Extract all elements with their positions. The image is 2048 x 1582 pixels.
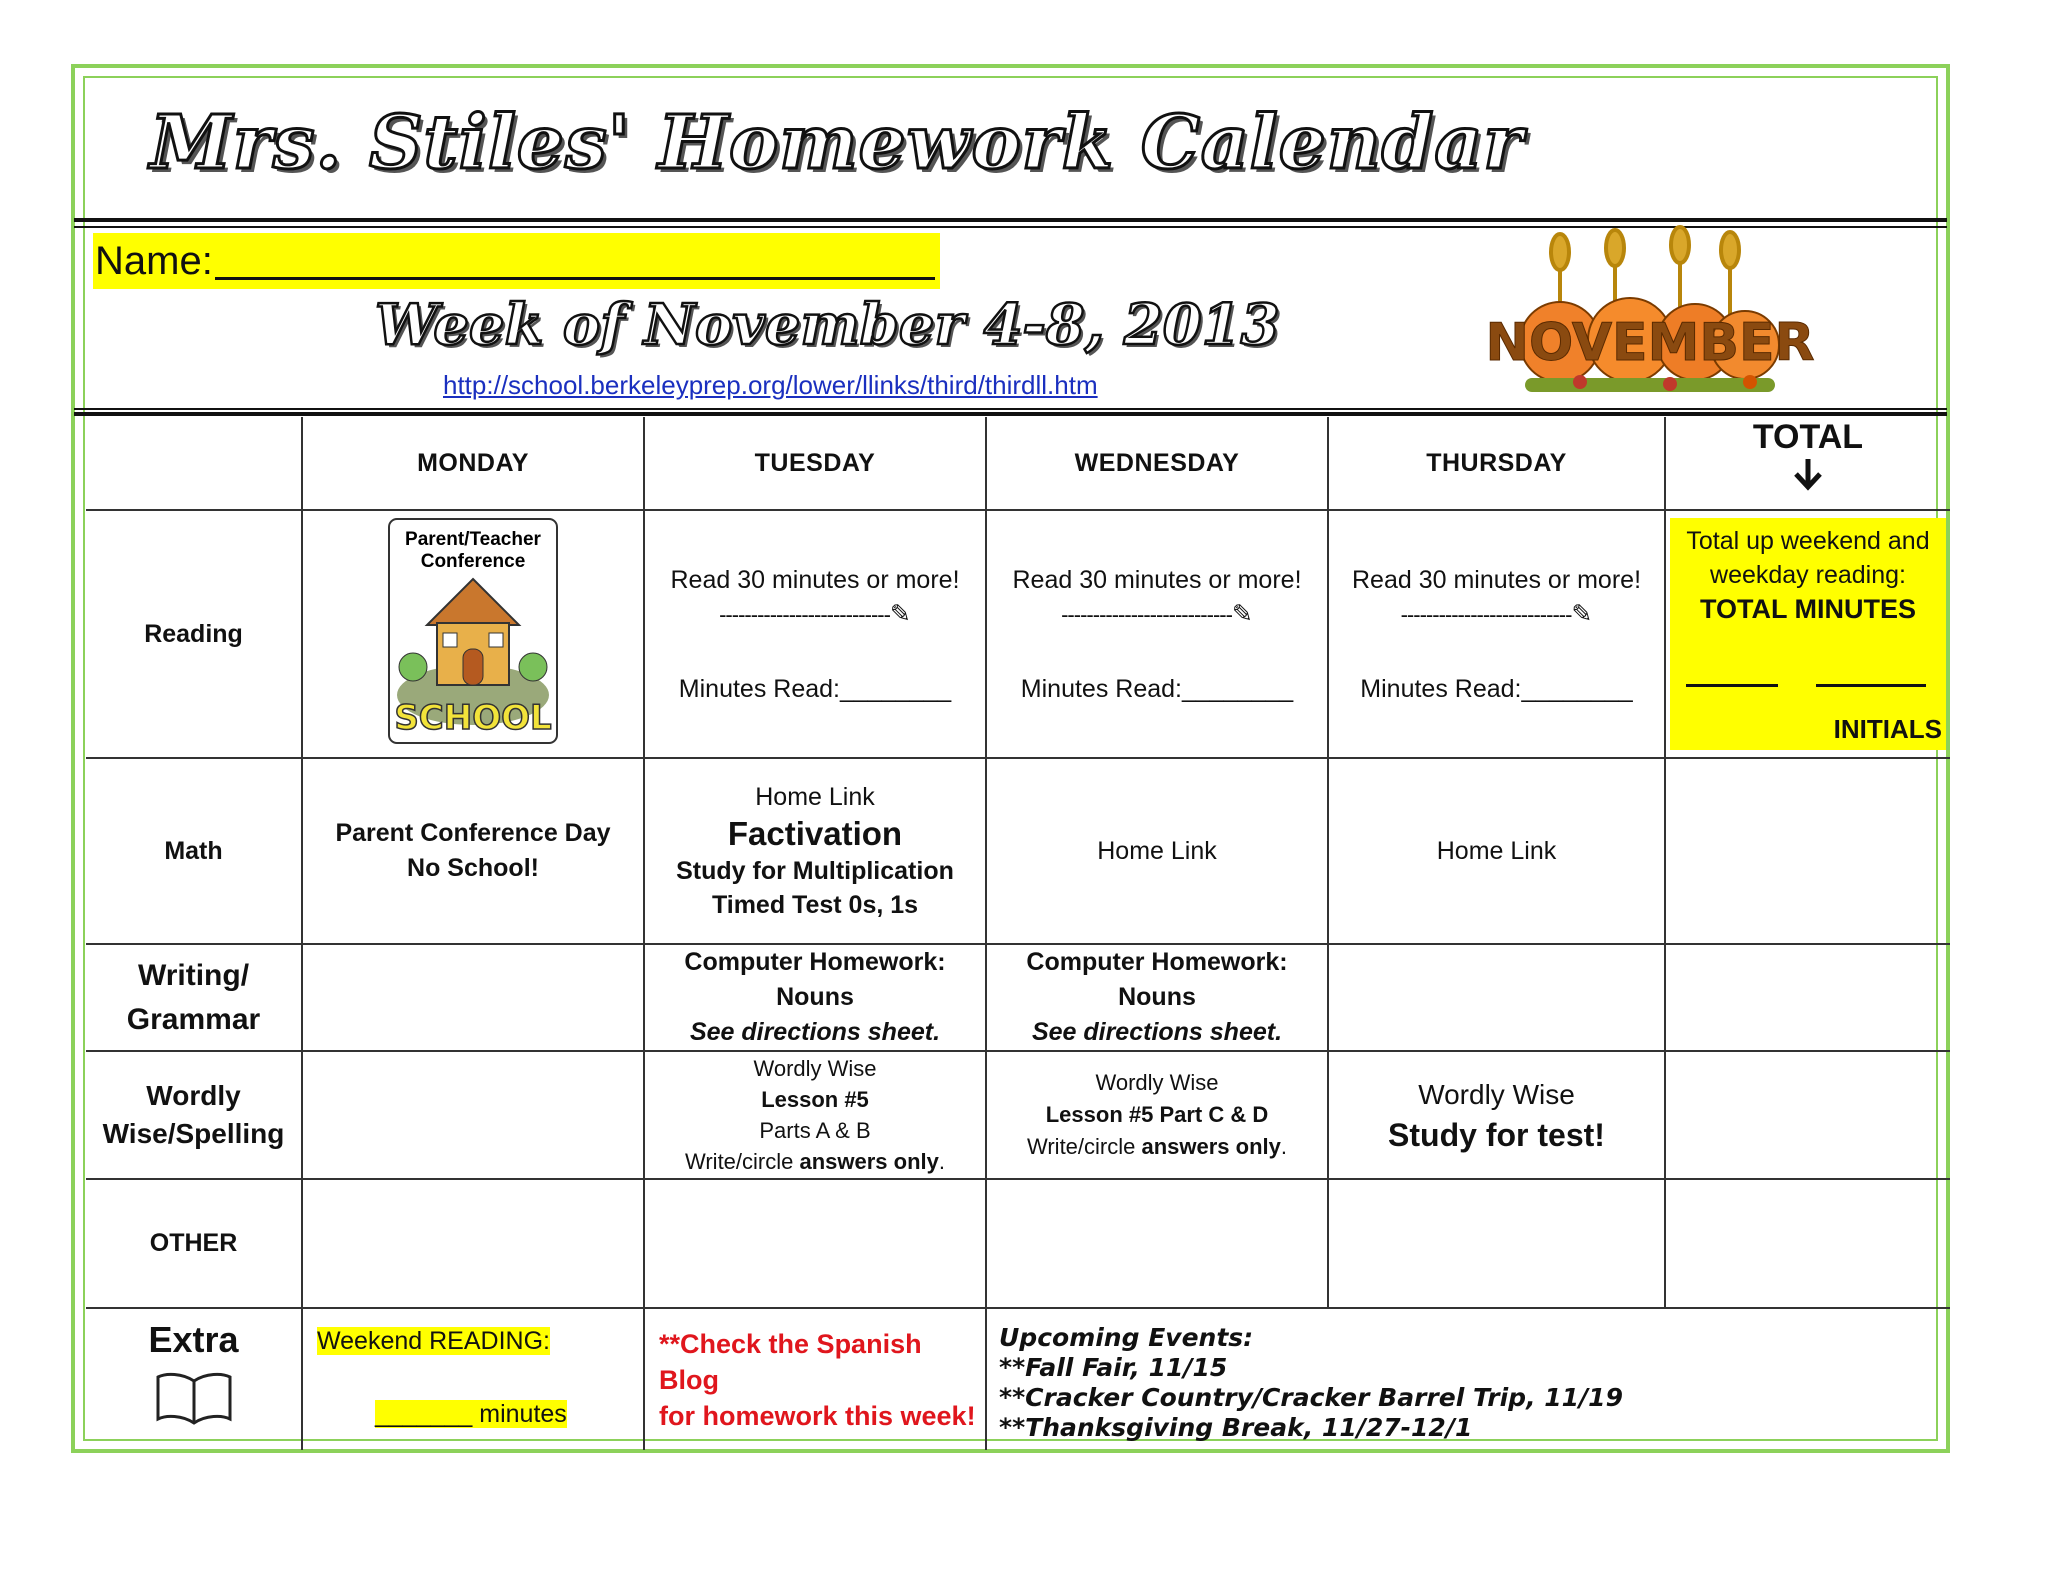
- minutes-blank: _______: [375, 1400, 473, 1428]
- dash-line: ---------------------------: [719, 601, 890, 627]
- total-minutes-box: [1670, 518, 1946, 750]
- writing-monday: [302, 944, 644, 1051]
- page-title: Mrs. Stiles' Homework Calendar: [150, 100, 1524, 186]
- subject-math: Math: [86, 758, 302, 944]
- november-pumpkins-clipart: [1485, 230, 1815, 395]
- math-tuesday-line1: Home Link: [755, 783, 875, 811]
- dash-line: ---------------------------: [1400, 601, 1572, 627]
- minutes-read-field[interactable]: Minutes Read:________: [678, 674, 952, 703]
- math-row: [86, 758, 1950, 944]
- header-divider-bottom-thin: [74, 408, 1947, 410]
- writing-line1: Computer Homework:: [1026, 948, 1288, 976]
- event-item: **Cracker Country/Cracker Barrel Trip, 11/19: [999, 1383, 1623, 1412]
- reading-row: [86, 510, 1950, 758]
- writing-row: [86, 944, 1950, 1051]
- wordly-tuesday-line1: Wordly Wise: [753, 1056, 877, 1081]
- day-header-row: [86, 417, 1950, 510]
- subject-writing-line2: Grammar: [126, 1002, 261, 1036]
- subject-writing-line1: Writing/: [137, 958, 250, 992]
- header-divider-top: [74, 218, 1947, 222]
- reading-monday: [302, 510, 644, 758]
- writing-line2: Nouns: [1118, 983, 1196, 1011]
- wordly-monday: [302, 1051, 644, 1179]
- corner-cell: [86, 417, 302, 510]
- pencil-icon: ✎: [889, 599, 911, 628]
- math-thursday: Home Link: [1328, 758, 1665, 944]
- read-instruction: Read 30 minutes or more!: [1012, 565, 1302, 594]
- parent-teacher-conference-clipart: [387, 517, 559, 745]
- total-minutes-label: TOTAL MINUTES: [1700, 594, 1916, 624]
- spanish-blog-notice-line1: **Check the Spanish Blog: [659, 1328, 922, 1395]
- day-header-wednesday: WEDNESDAY: [986, 417, 1328, 510]
- reading-total: [1665, 510, 1950, 758]
- writing-tuesday: [644, 944, 986, 1051]
- class-website-link[interactable]: http://school.berkeleyprep.org/lower/llinks/third/thirdll.htm: [443, 370, 1098, 400]
- wordly-thursday-line2: Study for test!: [1388, 1117, 1605, 1153]
- wordly-wednesday-line3a: Write/circle: [1026, 1134, 1142, 1159]
- wordly-wednesday-line3c: .: [1280, 1134, 1287, 1159]
- math-tuesday-line2: Factivation: [727, 815, 903, 852]
- other-wednesday: [986, 1179, 1328, 1308]
- writing-line3: See directions sheet.: [1031, 1018, 1283, 1046]
- header-divider-top-thin: [74, 226, 1947, 228]
- wordly-tuesday: [644, 1051, 986, 1179]
- wordly-tuesday-line3: Parts A & B: [759, 1118, 871, 1143]
- read-instruction: Read 30 minutes or more!: [1351, 565, 1642, 594]
- minutes-label: minutes: [472, 1400, 567, 1428]
- total-header: [1665, 417, 1950, 510]
- writing-thursday: [1328, 944, 1665, 1051]
- wordly-wednesday-line3b: answers only: [1141, 1134, 1281, 1159]
- initials-label: INITIALS: [1833, 714, 1942, 744]
- arrow-down-icon: [1791, 457, 1825, 491]
- name-field[interactable]: [93, 233, 940, 289]
- wordly-tuesday-line2: Lesson #5: [761, 1087, 869, 1112]
- math-monday-line2: No School!: [407, 854, 539, 882]
- wordly-wednesday-line2: Lesson #5 Part C & D: [1045, 1102, 1269, 1127]
- reading-tuesday: [644, 510, 986, 758]
- pencil-icon: ✎: [1231, 599, 1253, 628]
- event-item: **Thanksgiving Break, 11/27-12/1: [999, 1413, 1473, 1442]
- other-thursday: [1328, 1179, 1665, 1308]
- other-tuesday: [644, 1179, 986, 1308]
- wordly-wednesday-line1: Wordly Wise: [1095, 1070, 1219, 1095]
- name-blank-line[interactable]: [215, 233, 935, 280]
- subject-wordly-wise: [86, 1051, 302, 1179]
- total-blank-lines[interactable]: [1686, 684, 1926, 688]
- homework-calendar-table: [86, 417, 1950, 1450]
- reading-thursday: [1328, 510, 1665, 758]
- math-monday: [302, 758, 644, 944]
- subject-reading: Reading: [86, 510, 302, 758]
- math-monday-line1: Parent Conference Day: [335, 819, 611, 847]
- name-label: Name:: [95, 239, 213, 283]
- extra-monday: [302, 1308, 644, 1450]
- wordly-thursday: [1328, 1051, 1665, 1179]
- week-heading: Week of November 4-8, 2013: [375, 292, 1280, 358]
- total-instruction-1: Total up weekend and: [1686, 527, 1930, 555]
- wordly-tuesday-line4a: Write/circle: [684, 1149, 800, 1174]
- events-title: Upcoming Events:: [999, 1323, 1254, 1352]
- weekend-reading-label: Weekend READING:: [317, 1327, 550, 1355]
- minutes-read-field[interactable]: Minutes Read:________: [1360, 674, 1633, 703]
- minutes-read-field[interactable]: Minutes Read:________: [1020, 674, 1294, 703]
- other-total: [1665, 1179, 1950, 1308]
- reading-wednesday: [986, 510, 1328, 758]
- total-instruction-2: weekday reading:: [1710, 561, 1906, 589]
- pencil-icon: ✎: [1571, 599, 1593, 628]
- wordly-tuesday-line4b: answers only: [799, 1149, 939, 1174]
- math-wednesday: Home Link: [986, 758, 1328, 944]
- spanish-blog-notice-line2: for homework this week!: [659, 1400, 976, 1431]
- subject-wordly-line1: Wordly: [146, 1080, 241, 1111]
- total-header-label: TOTAL: [1752, 418, 1864, 456]
- wordly-wise-row: [86, 1051, 1950, 1179]
- math-tuesday-line3: Study for Multiplication: [676, 857, 954, 885]
- math-tuesday: [644, 758, 986, 944]
- writing-line3: See directions sheet.: [689, 1018, 941, 1046]
- read-instruction: Read 30 minutes or more!: [670, 565, 960, 594]
- other-row: [86, 1179, 1950, 1308]
- subject-other: OTHER: [86, 1179, 302, 1308]
- other-monday: [302, 1179, 644, 1308]
- dash-line: ---------------------------: [1061, 601, 1232, 627]
- header-divider-bottom: [74, 412, 1947, 416]
- writing-wednesday: [986, 944, 1328, 1051]
- open-book-icon: [154, 1369, 234, 1427]
- extra-tuesday: [644, 1308, 986, 1450]
- subject-extra-cell: [86, 1308, 302, 1450]
- clipart-school-word: SCHOOL: [394, 697, 552, 738]
- writing-line2: Nouns: [776, 983, 854, 1011]
- extra-row: [86, 1308, 1950, 1450]
- subject-wordly-line2: Wise/Spelling: [102, 1118, 285, 1149]
- math-tuesday-line4: Timed Test 0s, 1s: [711, 891, 919, 919]
- wordly-total: [1665, 1051, 1950, 1179]
- clipart-line2: Conference: [420, 550, 526, 572]
- wordly-wednesday: [986, 1051, 1328, 1179]
- math-total: [1665, 758, 1950, 944]
- day-header-monday: MONDAY: [302, 417, 644, 510]
- weekend-minutes-field[interactable]: [375, 1400, 567, 1428]
- event-item: **Fall Fair, 11/15: [999, 1353, 1228, 1382]
- writing-total: [1665, 944, 1950, 1051]
- wordly-tuesday-line4c: .: [938, 1149, 945, 1174]
- upcoming-events: [986, 1308, 1950, 1450]
- day-header-tuesday: TUESDAY: [644, 417, 986, 510]
- wordly-thursday-line1: Wordly Wise: [1418, 1079, 1575, 1110]
- november-art-word: NOVEMBER: [1485, 313, 1815, 373]
- subject-extra: Extra: [148, 1319, 239, 1360]
- writing-line1: Computer Homework:: [684, 948, 946, 976]
- day-header-thursday: THURSDAY: [1328, 417, 1665, 510]
- subject-writing-grammar: [86, 944, 302, 1051]
- clipart-line1: Parent/Teacher: [405, 528, 541, 550]
